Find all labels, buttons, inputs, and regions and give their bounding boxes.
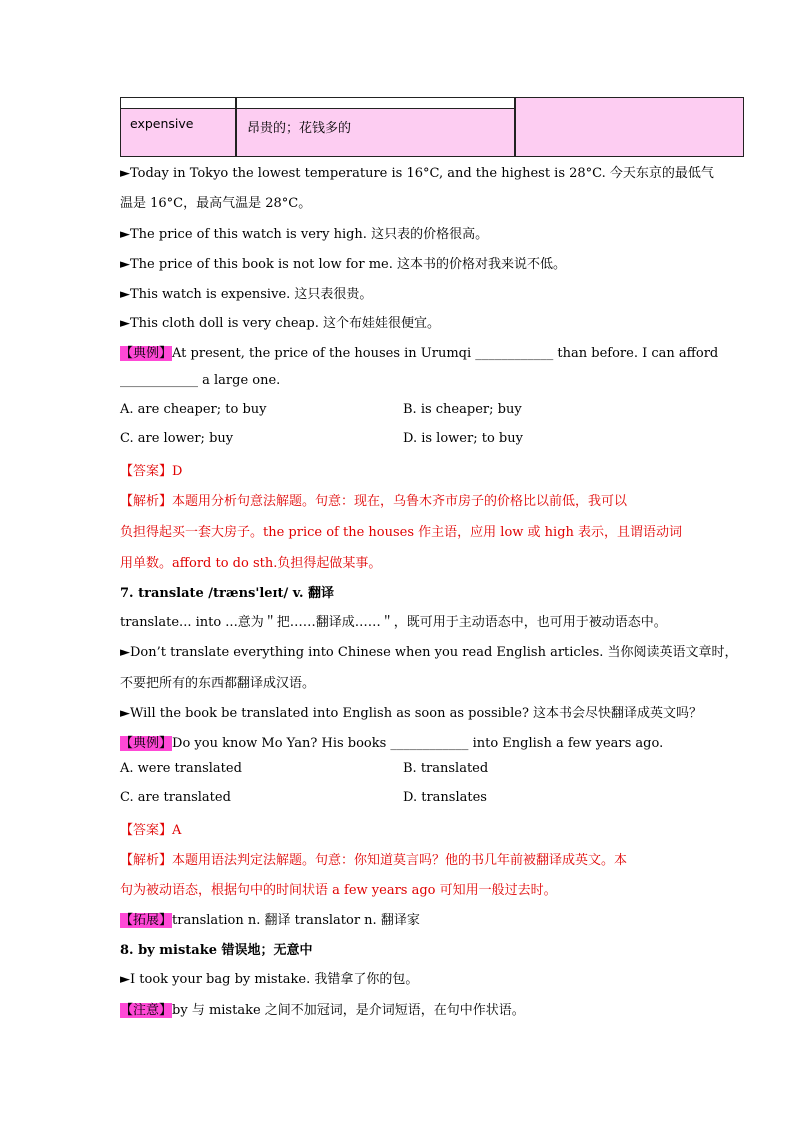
explanation-1: 用单数。afford to do sth.负担得起做某事。 [120,556,382,571]
question-text: Do you know Mo Yan? His books ____________ into English a few years ago. [172,736,664,751]
example-sentence: ►Don’t translate everything into Chinese when you read English articles. 当你阅读英语文章时， [120,645,738,660]
table-cell-meaning: 昂贵的；花钱多的 [247,121,352,136]
table-cell-word: expensive [130,116,194,131]
example-sentence: ►Will the book be translated into English as soon as possible? 这本书会尽快翻译成英文吗？ [120,706,703,721]
example-sentence: ►The price of this watch is very high. 这只表的价格很高。 [120,227,489,242]
explanation-1: 【解析】本题用分析句意法解题。句意：现在，乌鲁木齐市房子的价格比以前低，我可以 [120,494,628,509]
table-divider [514,98,516,156]
explanation-2: 【解析】本题用语法判定法解题。句意：你知道莫言吗？他的书几年前被翻译成英文。本 [120,853,628,868]
question-text: ____________ a large one. [120,373,281,388]
option-d: D. is lower; to buy [403,431,523,446]
answer-1: 【答案】D [120,464,183,479]
option-c: C. are translated [120,790,231,805]
example-sentence: 不要把所有的东西都翻译成汉语。 [120,676,316,691]
question-2 [120,732,663,751]
table-divider [235,98,237,156]
question-1 [120,342,718,361]
extension-line [120,909,420,928]
example-sentence: 温是 16°C，最高气温是 28°C。 [120,196,312,211]
example-sentence: ►Today in Tokyo the lowest temperature is 16°C, and the highest is 28°C. 今天东京的最低气 [120,166,714,181]
option-a: A. are cheaper; to buy [120,402,267,417]
explanation-1: 负担得起买一套大房子。the price of the houses 作主语，应用 low 或 high 表示，且谓语动词 [120,525,683,540]
option-a: A. were translated [120,761,242,776]
note-text: by 与 mistake 之间不加冠词，是介词短语，在句中作状语。 [172,1003,525,1018]
example-sentence: ►The price of this book is not low for me. 这本书的价格对我来说不低。 [120,257,567,272]
option-c: C. are lower; buy [120,431,234,446]
example-tag: 【典例】 [120,736,173,751]
usage-note: translate... into ...意为＂把……翻译成……＂，既可用于主动语态中，也可用于被动语态中。 [120,615,667,630]
example-sentence: ►I took your bag by mistake. 我错拿了你的包。 [120,972,419,987]
table-header-row [121,98,514,109]
question-text: At present, the price of the houses in Urumqi ____________ than before. I can afford [172,346,719,361]
option-b: B. translated [403,761,489,776]
extension-text: translation n. 翻译 translator n. 翻译家 [172,913,420,928]
vocab-table [120,97,744,157]
example-sentence: ►This watch is expensive. 这只表很贵。 [120,287,373,302]
option-b: B. is cheaper; buy [403,402,522,417]
note-tag: 【注意】 [120,1003,173,1018]
note-line [120,999,525,1018]
example-tag: 【典例】 [120,346,173,361]
explanation-2: 句为被动语态，根据句中的时间状语 a few years ago 可知用一般过去时。 [120,883,557,898]
section-heading-8: 8. by mistake 错误地；无意中 [120,943,313,958]
option-d: D. translates [403,790,487,805]
example-sentence: ►This cloth doll is very cheap. 这个布娃娃很便宜。 [120,316,440,331]
answer-2: 【答案】A [120,823,182,838]
section-heading-7: 7. translate /træns'leɪt/ v. 翻译 [120,586,335,601]
extension-tag: 【拓展】 [120,913,173,928]
